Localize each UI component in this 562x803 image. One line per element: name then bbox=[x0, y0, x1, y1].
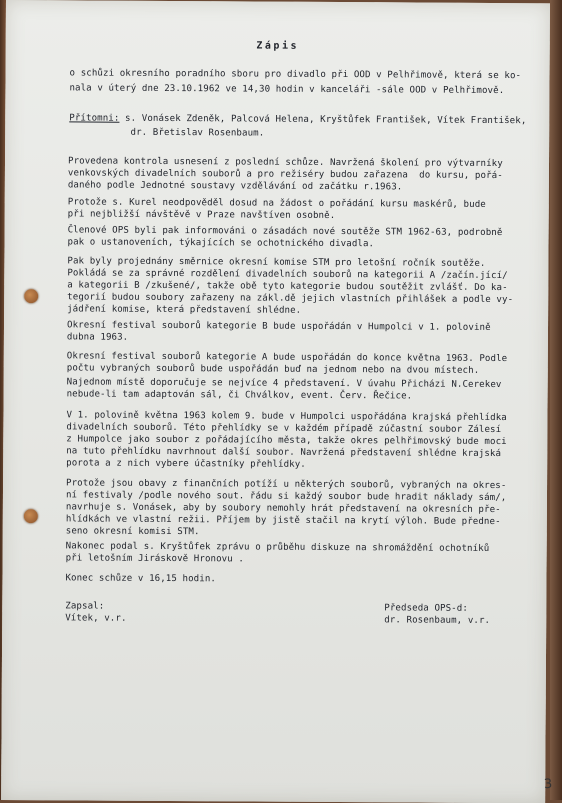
recorder-name: Vítek, v.r. bbox=[65, 613, 127, 624]
attendees-block bbox=[5, 113, 549, 139]
text-line: hlídkách ve vlastní režii. Příjem by jistě stačil na krytí výloh. Bude předne- bbox=[65, 514, 501, 528]
signature-block bbox=[2, 601, 546, 626]
paragraph-8 bbox=[3, 478, 547, 538]
attendees-line bbox=[69, 113, 526, 126]
recorder-label: Zapsal: bbox=[65, 601, 105, 612]
paragraph-10 bbox=[2, 573, 546, 585]
text-line: Okresní festival souborů kategorie A bude uspořádán do konce května 1963. Podle bbox=[66, 351, 508, 365]
attendees-label: Přítomni: bbox=[69, 113, 120, 124]
paragraph-2 bbox=[5, 197, 549, 222]
text-line: jádření komise, která představení shlédne. bbox=[67, 304, 302, 316]
desk-edge-right bbox=[550, 0, 562, 800]
document-title: Zápis bbox=[256, 40, 300, 52]
text-line: ní festivaly /podle nového sout. řádu si každý soubor bude hradit náklady sám/, bbox=[65, 490, 507, 504]
text-line: daného podle Jednotné soustavy vzdělávání od začátku r.1963. bbox=[67, 180, 403, 193]
text-line: na tuto přehlídku navrhnout další soubor. Navržená představení shlédne krajská bbox=[66, 446, 502, 460]
text-line: Nakonec podal s. Kryštůfek zprávu o průběhu diskuze na shromáždění ochotníků bbox=[65, 541, 490, 554]
text-line: Okresní festival souborů kategorie B bude uspořádán v Humpolci v 1. polovině bbox=[66, 320, 491, 333]
text-line: a kategorii B /zkušené/, takže obě tyto kategorie budou soutěžit zvlášť. Do ka- bbox=[67, 280, 508, 294]
text-line: Najednom místě doporučuje se nejvíce 4 představení. V úvahu Přicházi N.Cerekev bbox=[66, 377, 502, 391]
paragraph-6 bbox=[4, 351, 548, 402]
text-line: venkovských divadelních souborů a pro režiséry budou zařazena do kursu, pořá- bbox=[67, 168, 503, 182]
text-line: Protože jsou obavy z finančních potíží u některých souborů, vybraných na okres- bbox=[66, 478, 507, 492]
text-line: dubna 1963. bbox=[66, 332, 129, 343]
chairman-label: Předseda OPS-d: bbox=[384, 603, 468, 614]
punch-hole-upper bbox=[24, 289, 38, 303]
paragraph-9 bbox=[3, 541, 547, 565]
header-line: o schůzi okresního poradního sboru pro divadlo při OOD v Pelhřimově, která se ko- bbox=[69, 68, 522, 82]
text-line: Členové OPS byli pak informováni o zásadách nové soutěže STM 1962-63, podrobně bbox=[67, 225, 503, 239]
text-line: tegorií budou soubory zařazeny na zákl.dě jejich vlastních přihlášek a podle vy- bbox=[67, 292, 514, 306]
paragraph-1 bbox=[5, 156, 549, 193]
text-line: Provedena kontrola usnesení z poslední schůze. Navržená školení pro výtvarníky bbox=[67, 156, 503, 170]
text-line: při nejbližší návštěvě v Praze navštíven osobně. bbox=[67, 209, 336, 222]
punch-hole-lower bbox=[24, 509, 38, 523]
page-number: 3 bbox=[543, 776, 553, 793]
text-line: Protože s. Kurel neodpověděl dosud na žádost o pořádání kursu maskérů, bude bbox=[67, 197, 486, 210]
text-line: pak o ustanoveních, týkajících se ochotnického divadla. bbox=[67, 237, 375, 250]
paragraph-3 bbox=[5, 225, 549, 250]
text-line: Konec schůze v 16,15 hodin. bbox=[65, 573, 217, 585]
text-line: seno okresní komisi STM. bbox=[65, 526, 200, 538]
attendees-line: dr. Břetislav Rosenbaum. bbox=[69, 127, 265, 139]
text-line: nebude-li tam adaptován sál, či Chválkov, event. Červ. Řečice. bbox=[66, 389, 413, 402]
text-line: počtu vybraných souborů bude uspořádán buď na jednom nebo na dvou místech. bbox=[66, 363, 480, 376]
paragraph-7 bbox=[3, 410, 547, 470]
paragraph-4 bbox=[4, 256, 548, 316]
text-line: při letošním Jiráskově Hronovu . bbox=[65, 553, 245, 565]
header-line: nala v úterý dne 23.10.1962 ve 14,30 hodin v kanceláři -sále OOD v Pelhřimově. bbox=[69, 83, 505, 97]
text-line: navrhuje s. Vonásek, aby by soubory nemohly hrát představení na okresních pře- bbox=[65, 502, 501, 516]
text-line: porota a z nich vybere účastníky přehlídky. bbox=[66, 458, 306, 470]
paragraph-5 bbox=[4, 320, 548, 343]
text-line: z Humpolce jako soubor z pořádajícího města, takže okres pelhřimovský bude moci bbox=[66, 434, 507, 448]
chairman-name: dr. Rosenbaum, v.r. bbox=[384, 615, 491, 626]
text-line: V 1. polovině května 1963 kolem 9. bude v Humpolci uspořádána krajská přehlídka bbox=[66, 410, 507, 424]
header-block bbox=[6, 68, 550, 97]
text-line: Pokládá se za správné rozdělení divadelních souborů na kategorii A /začín.jící/ bbox=[67, 268, 508, 282]
text-line: Pak byly projednány směrnice okresní komise STM pro letošní ročník soutěže. bbox=[67, 256, 486, 269]
document-page bbox=[1, 0, 553, 803]
text-line: divadelních souborů. Této přehlídky se v každém případě zúčastní soubor Zálesí bbox=[66, 422, 502, 436]
attendees-names: s. Vonásek Zdeněk, Palcová Helena, Kryštůfek František, Vítek František, bbox=[119, 113, 527, 127]
